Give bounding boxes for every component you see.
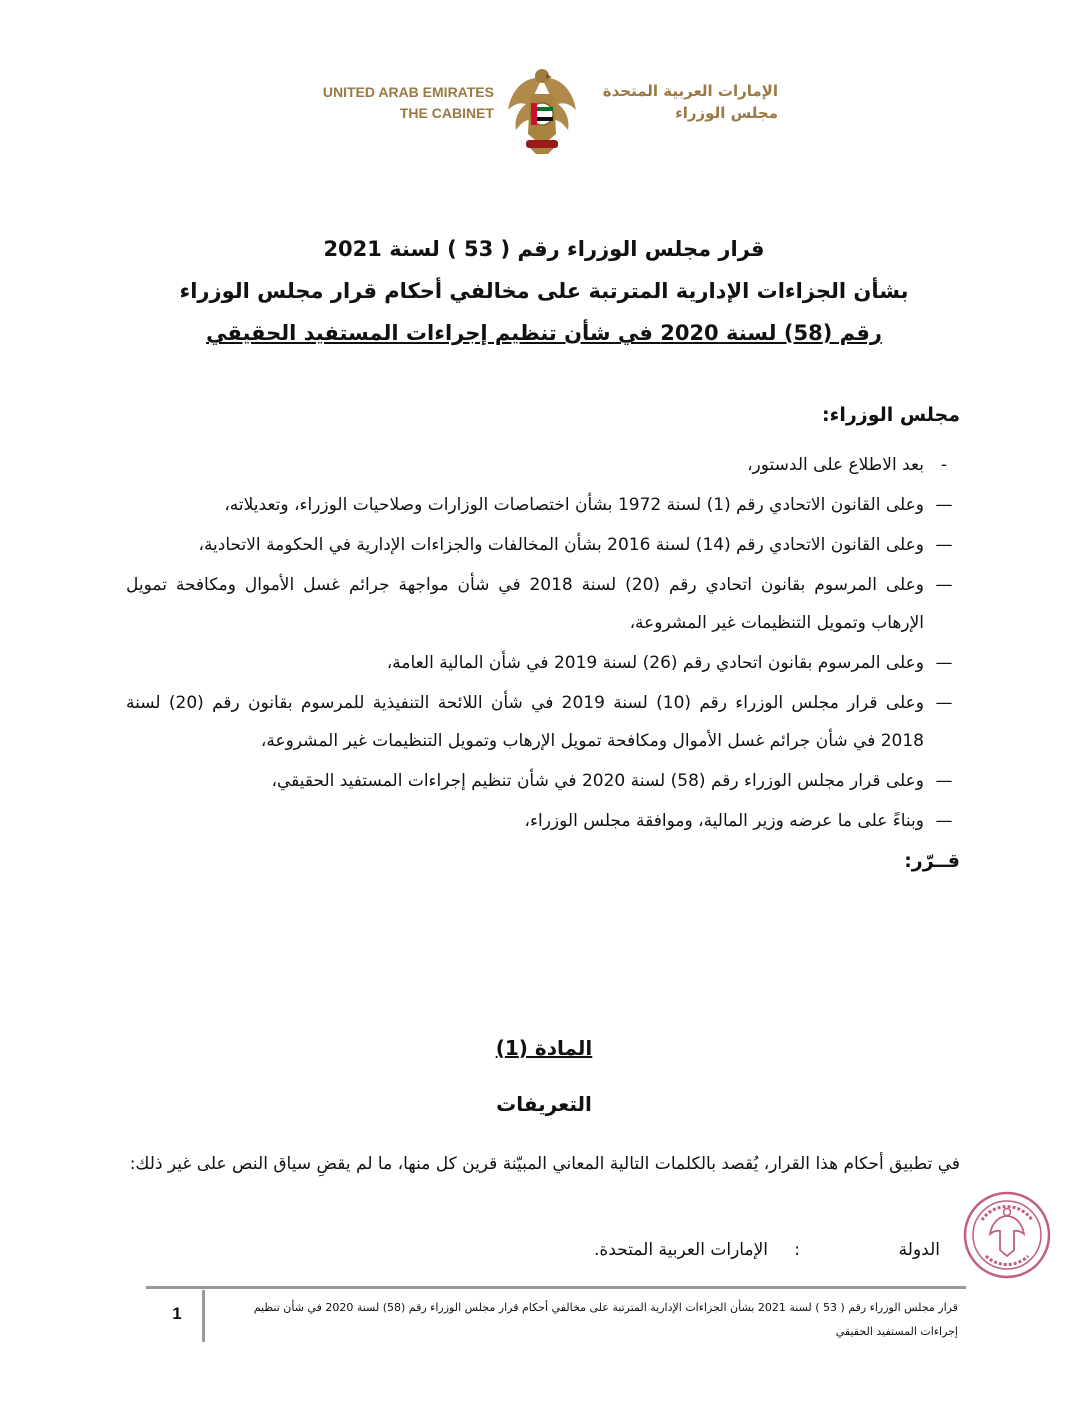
preamble-item-text: بعد الاطلاع على الدستور، xyxy=(747,455,924,475)
footer-text xyxy=(214,1296,958,1344)
uae-falcon-emblem-icon xyxy=(504,64,580,156)
letterhead-cabinet-ar: مجلس الوزراء xyxy=(675,104,778,122)
bullet-dash: — xyxy=(935,811,953,831)
decision-subject-line1: بشأن الجزاءات الإدارية المترتبة على مخالفي أحكام قرار مجلس الوزراء xyxy=(179,279,909,303)
preamble-item-text: وعلى قرار مجلس الوزراء رقم (10) لسنة 2019 في شأن اللائحة التنفيذية للمرسوم بقانون رقم (20) لسنة 2018 في شأن جرائم غسل الأموال ومكافحة تمويل الإرهاب وتمويل التنظيمات غير المشروعة، xyxy=(126,693,924,751)
preamble-item-text: وعلى القانون الاتحادي رقم (14) لسنة 2016 بشأن المخالفات والجزاءات الإدارية في الحكومة الاتحادية، xyxy=(198,535,924,555)
preamble-item xyxy=(126,802,960,840)
preamble xyxy=(126,398,960,880)
preamble-item-text: وبناءً على ما عرضه وزير المالية، وموافقة مجلس الوزراء، xyxy=(524,811,924,831)
article-name: التعريفات xyxy=(496,1092,592,1116)
preamble-item-text: وعلى القانون الاتحادي رقم (1) لسنة 1972 بشأن اختصاصات الوزارات وصلاحيات الوزراء، وتعديلاته، xyxy=(224,495,924,515)
preamble-item-text: وعلى المرسوم بقانون اتحادي رقم (26) لسنة 2019 في شأن المالية العامة، xyxy=(386,653,924,673)
definition-term: الدولة xyxy=(898,1240,940,1260)
official-cabinet-seal-icon xyxy=(962,1190,1052,1280)
preamble-item xyxy=(126,486,960,524)
footer-text-line2: إجراءات المستفيد الحقيقي xyxy=(835,1325,958,1338)
letterhead-country-en: UNITED ARAB EMIRATES xyxy=(322,84,494,100)
preamble-item xyxy=(126,762,960,800)
definition-colon: : xyxy=(794,1240,800,1260)
decision-subject-line2: رقم (58) لسنة 2020 في شأن تنظيم إجراءات المستفيد الحقيقي xyxy=(206,321,882,345)
council-heading: مجلس الوزراء: xyxy=(822,404,960,426)
preamble-item-text: وعلى قرار مجلس الوزراء رقم (58) لسنة 2020 في شأن تنظيم إجراءات المستفيد الحقيقي، xyxy=(271,771,924,791)
letterhead-cabinet-en: THE CABINET xyxy=(399,105,494,121)
preamble-item-text: وعلى المرسوم بقانون اتحادي رقم (20) لسنة 2018 في شأن مواجهة جرائم غسل الأموال ومكافحة تمويل الإرهاب وتمويل التنظيمات غير المشروعة، xyxy=(126,575,925,633)
bullet-dash: — xyxy=(935,693,953,713)
bullet-dash: — xyxy=(935,495,953,515)
letterhead xyxy=(0,62,1088,162)
article-number-text: المادة (1) xyxy=(495,1036,593,1060)
definition-value: الإمارات العربية المتحدة. xyxy=(594,1240,768,1260)
bullet-dash: — xyxy=(935,535,953,555)
preamble-item xyxy=(126,684,960,760)
letterhead-country-ar: الإمارات العربية المتحدة xyxy=(602,82,778,100)
decided-heading: قــرّر: xyxy=(904,850,960,872)
footer-divider xyxy=(146,1286,966,1289)
bullet-dash: — xyxy=(935,771,953,791)
article-number xyxy=(120,1036,968,1060)
article-intro: في تطبيق أحكام هذا القرار، يُقصد بالكلمات التالية المعاني المبيّنة قرين كل منها، ما لم يقضِ سياق النص على غير ذلك: xyxy=(129,1154,960,1174)
bullet-dash: — xyxy=(935,575,953,595)
preamble-item xyxy=(126,566,960,642)
bullet-dash: - xyxy=(940,455,948,475)
preamble-item xyxy=(126,526,960,564)
letterhead-arabic xyxy=(588,80,778,124)
letterhead-english xyxy=(314,82,494,124)
decision-title-block xyxy=(120,228,968,354)
decision-title: قرار مجلس الوزراء رقم ( 53 ) لسنة 2021 xyxy=(323,237,765,261)
preamble-item xyxy=(126,644,960,682)
preamble-item xyxy=(126,446,960,484)
page-number: 1 xyxy=(172,1304,182,1323)
footer-separator xyxy=(202,1290,205,1342)
bullet-dash: — xyxy=(935,653,953,673)
footer-text-line1: قرار مجلس الوزراء رقم ( 53 ) لسنة 2021 بشأن الجزاءات الإدارية المترتبة على مخالفي أحكام قرار مجلس الوزراء رقم (58) لسنة 2020 في شأن تنظيم xyxy=(253,1301,958,1314)
